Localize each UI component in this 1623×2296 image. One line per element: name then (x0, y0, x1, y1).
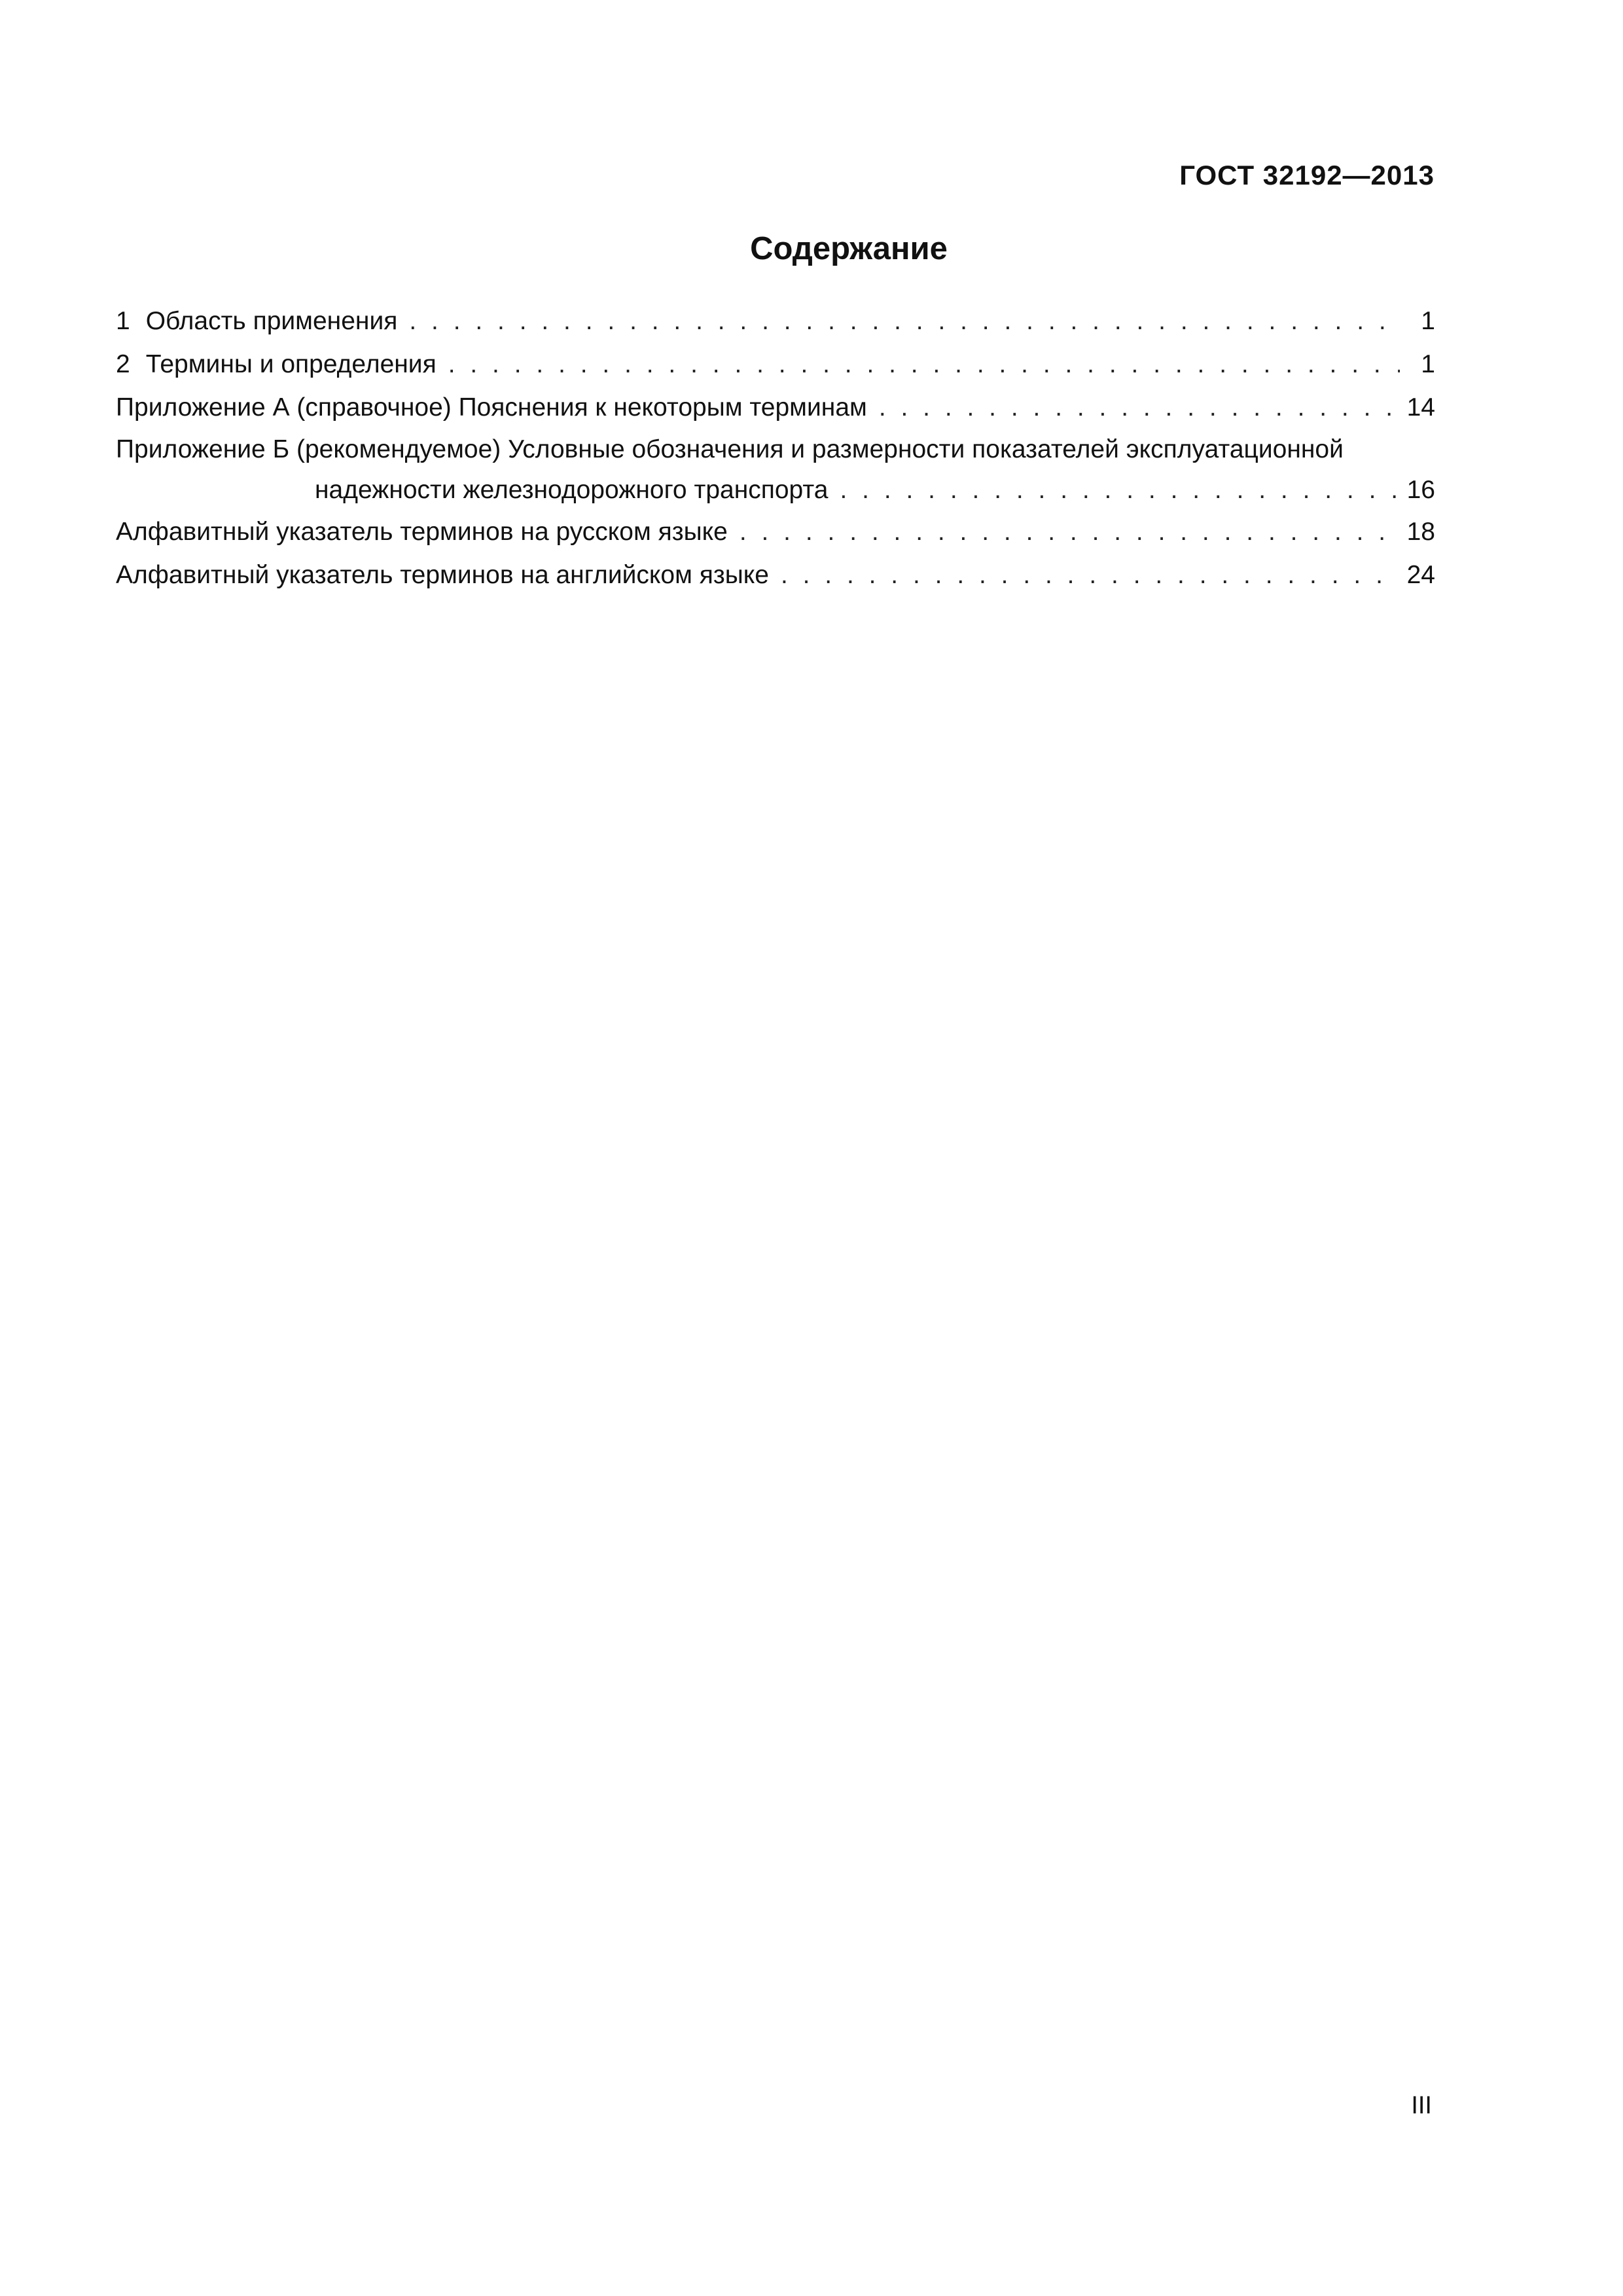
toc-entry-title: Приложение Б (рекомендуемое) Условные обозначения и размерности показателей эксплуатационной (116, 435, 1344, 463)
toc-entry-title: Термины и определения (145, 350, 437, 378)
toc-entry-page: 1 (1421, 350, 1435, 378)
toc-entry-terms[interactable] (116, 343, 1435, 386)
toc-leader-dots (409, 300, 1400, 343)
toc-entry-page: 1 (1421, 307, 1435, 335)
toc-entry-page: 16 (1406, 476, 1435, 504)
toc-entry-appendix-b[interactable] (116, 429, 1435, 470)
toc-entry-number: 2 (116, 350, 130, 378)
toc-entry-number: 1 (116, 307, 130, 335)
toc-entry-page: 24 (1406, 561, 1435, 589)
toc-entry-index-russian[interactable] (116, 511, 1435, 554)
toc-entry-appendix-a[interactable] (116, 386, 1435, 429)
table-of-contents (116, 300, 1435, 597)
toc-entry-title: Алфавитный указатель терминов на английском языке (116, 561, 769, 589)
page-number: III (1411, 2092, 1432, 2119)
toc-leader-dots (740, 511, 1398, 554)
toc-entry-title: Область применения (145, 307, 398, 335)
toc-leader-dots (448, 343, 1400, 386)
toc-entry-page: 18 (1406, 518, 1435, 546)
toc-entry-index-english[interactable] (116, 554, 1435, 597)
page-title: Содержание (750, 231, 948, 266)
document-code: ГОСТ 32192—2013 (1179, 160, 1435, 190)
toc-leader-dots (781, 554, 1398, 597)
toc-entry-appendix-b-continuation[interactable] (116, 470, 1435, 511)
toc-entry-title: Приложение А (справочное) Пояснения к некоторым терминам (116, 393, 867, 422)
toc-entry-title-continuation: надежности железнодорожного транспорта (315, 476, 829, 504)
toc-entry-title: Алфавитный указатель терминов на русском языке (116, 518, 728, 546)
toc-leader-dots (879, 386, 1398, 429)
toc-leader-dots (840, 470, 1398, 511)
toc-entry-page: 14 (1406, 393, 1435, 422)
toc-entry-scope[interactable] (116, 300, 1435, 343)
